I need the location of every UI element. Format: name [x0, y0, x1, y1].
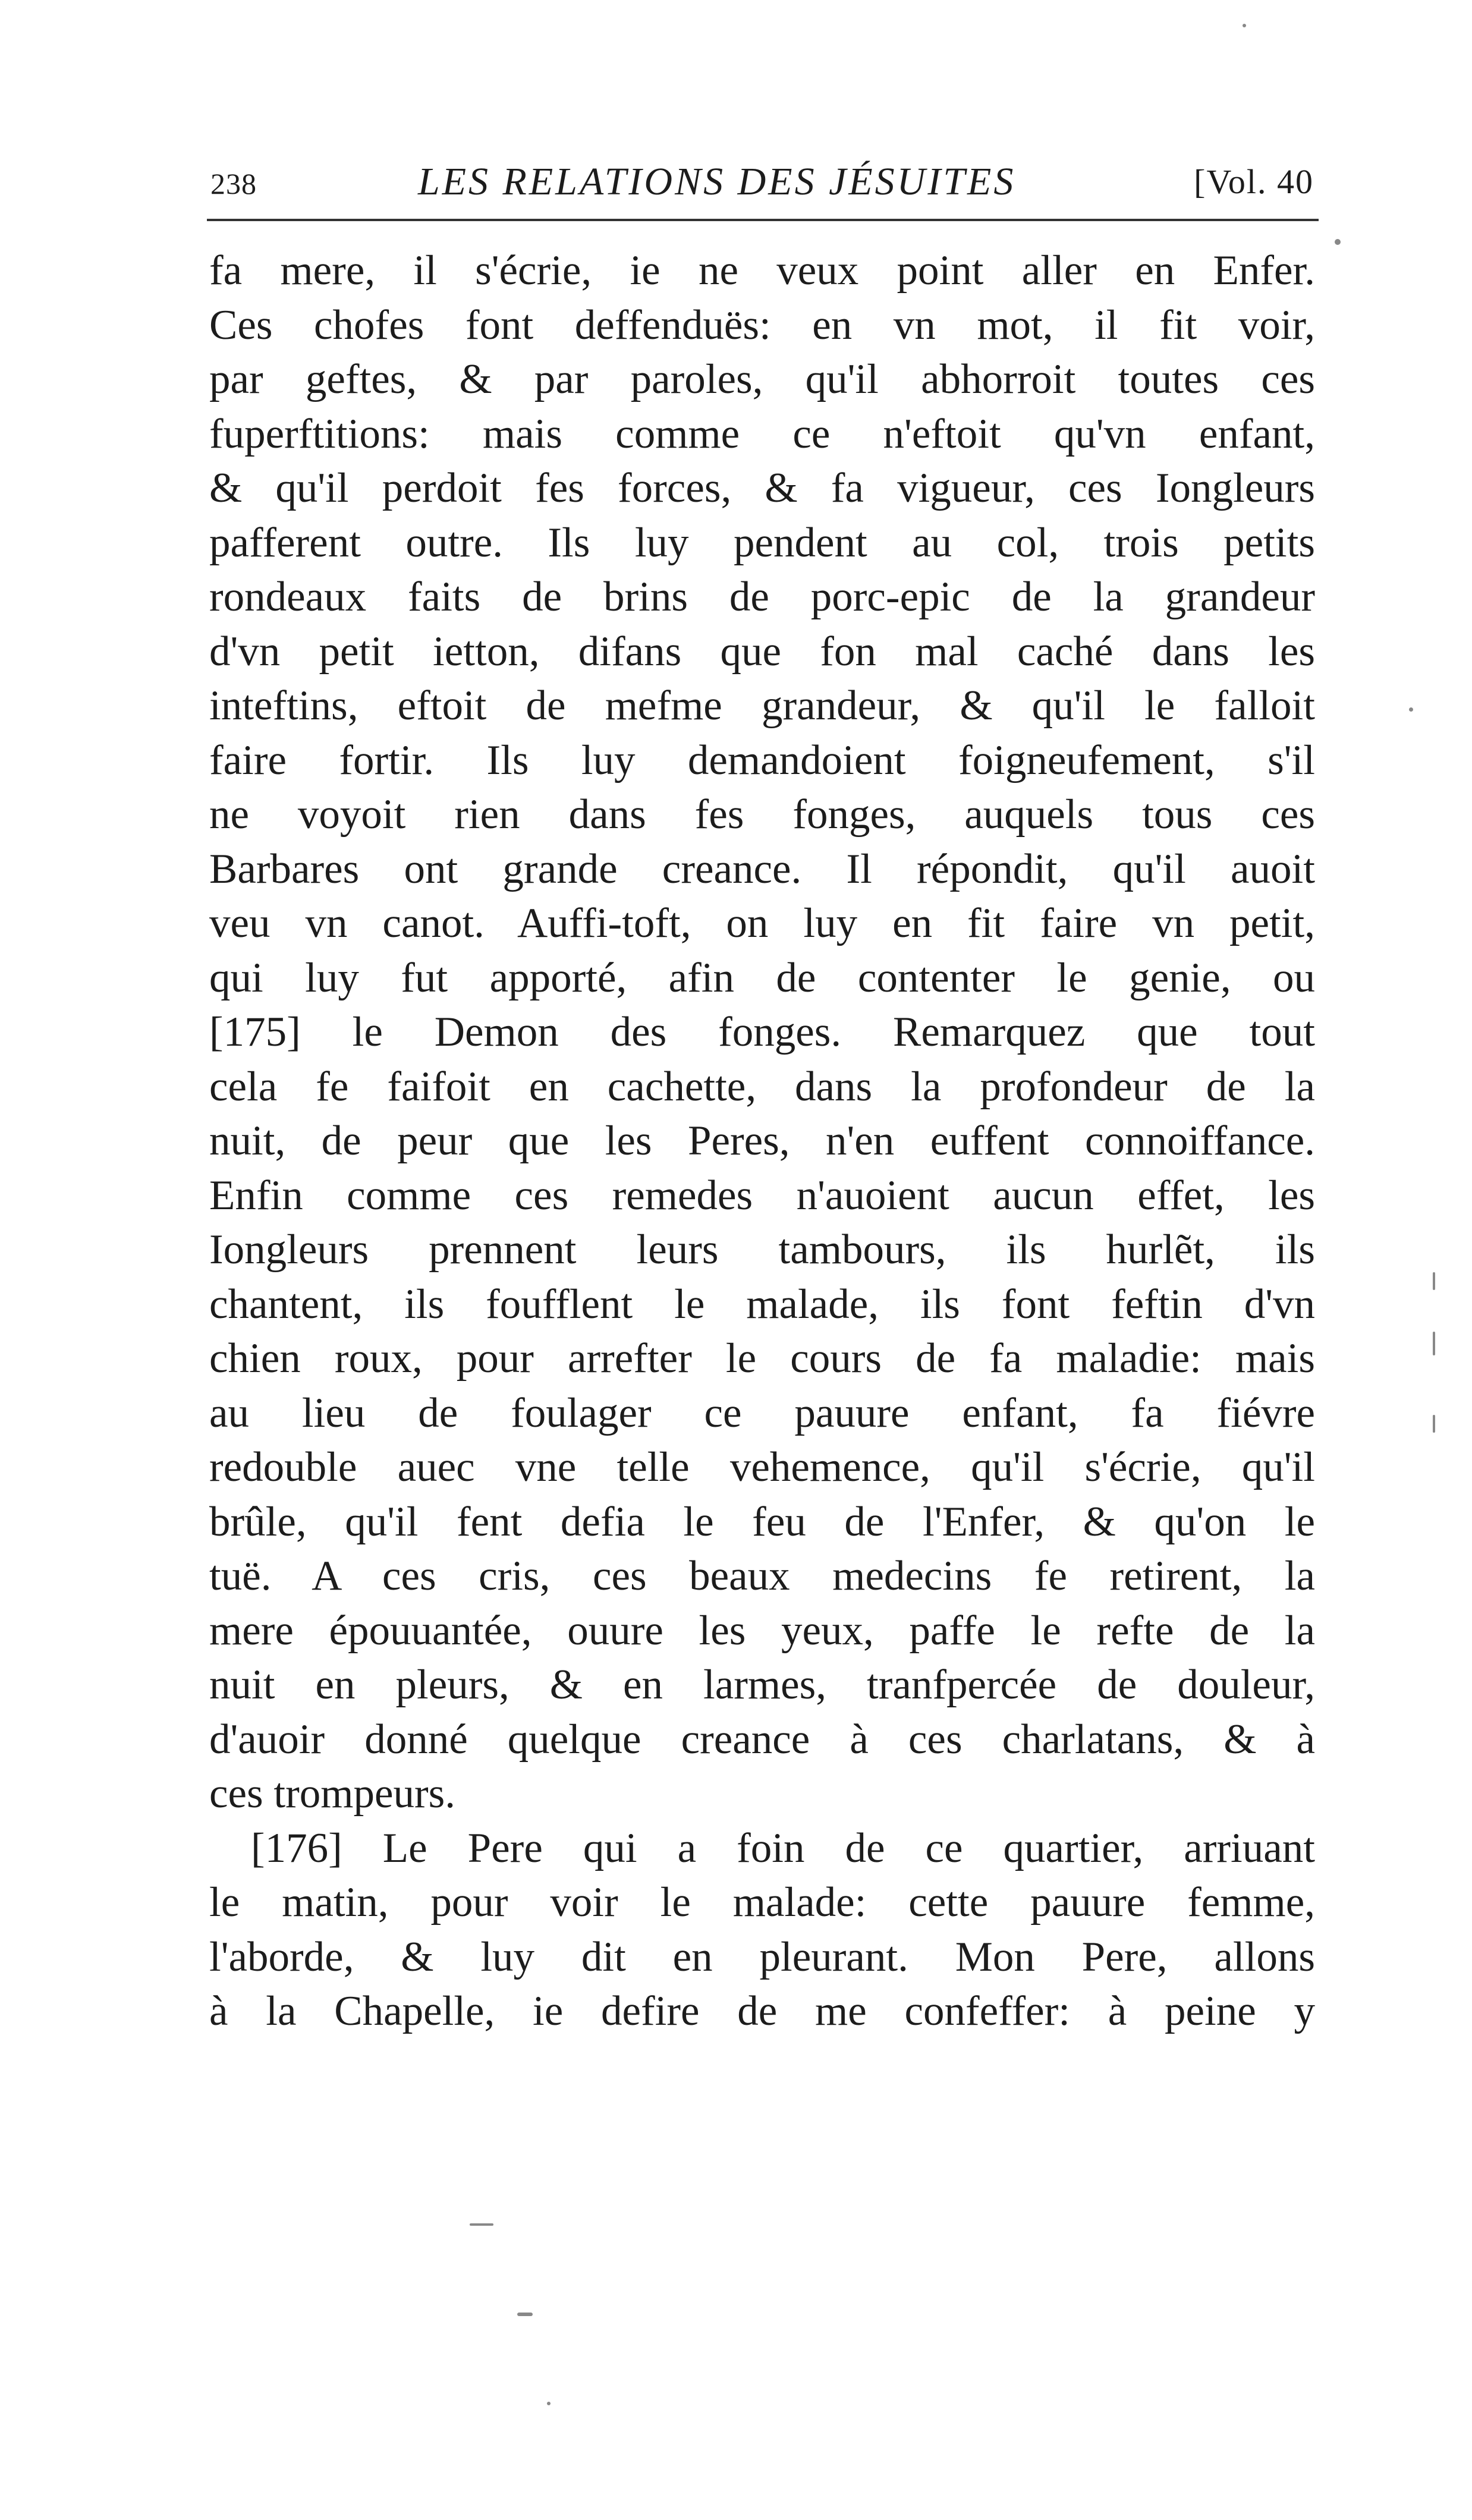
- text-line: cela fe faifoit en cachette, dans la profondeur de la: [209, 1063, 1315, 1110]
- scan-speck: [517, 2313, 533, 2316]
- scan-speck: [1433, 1272, 1435, 1290]
- text-line: brûle, qu'il fent defia le feu de l'Enfer, & qu'on le: [209, 1498, 1315, 1545]
- text-line: chantent, ils foufflent le malade, ils font feftin d'vn: [209, 1281, 1315, 1327]
- text-line: fa mere, il s'écrie, ie ne veux point aller en Enfer.: [209, 247, 1315, 294]
- text-line: pafferent outre. Ils luy pendent au col, trois petits: [209, 519, 1315, 566]
- page-header: [207, 156, 1331, 213]
- text-line: le matin, pour voir le malade: cette pauure femme,: [209, 1879, 1315, 1926]
- text-line: au lieu de foulager ce pauure enfant, fa fiévre: [209, 1389, 1315, 1436]
- scan-speck: [1409, 707, 1413, 712]
- text-line: tuë. A ces cris, ces beaux medecins fe retirent, la: [209, 1553, 1315, 1599]
- text-line: qui luy fut apporté, afin de contenter le genie, ou: [209, 954, 1315, 1001]
- text-line: Iongleurs prennent leurs tambours, ils hurlẽt, ils: [209, 1226, 1315, 1273]
- text-line: l'aborde, & luy dit en pleurant. Mon Pere, allons: [209, 1933, 1315, 1980]
- text-line: mere épouuantée, ouure les yeux, paffe le refte de la: [209, 1607, 1315, 1654]
- text-line: [176] Le Pere qui a foin de ce quartier, arriuant: [251, 1824, 1315, 1871]
- scan-speck: [1433, 1332, 1435, 1355]
- text-line: [175] le Demon des fonges. Remarquez que tout: [209, 1009, 1315, 1055]
- text-line: ces trompeurs.: [209, 1770, 456, 1817]
- paragraph-1: [209, 244, 1315, 1821]
- text-line: à la Chapelle, ie defire de me confeffer: à peine y: [209, 1988, 1315, 2034]
- text-line: redouble auec vne telle vehemence, qu'il s'écrie, qu'il: [209, 1444, 1315, 1490]
- scan-speck: [547, 2402, 551, 2405]
- text-line: inteftins, eftoit de mefme grandeur, & qu'il le falloit: [209, 682, 1315, 729]
- text-line: Ces chofes font deffenduës: en vn mot, il fit voir,: [209, 301, 1315, 348]
- text-line: faire fortir. Ils luy demandoient foigneufement, s'il: [209, 737, 1315, 784]
- scan-speck: [1243, 24, 1246, 27]
- text-line: Enfin comme ces remedes n'auoient aucun effet, les: [209, 1172, 1315, 1219]
- text-line: nuit en pleurs, & en larmes, tranfpercée de douleur,: [209, 1662, 1315, 1708]
- text-line: chien roux, pour arrefter le cours de fa maladie: mais: [209, 1335, 1315, 1382]
- body-text: [209, 244, 1315, 2039]
- text-line: nuit, de peur que les Peres, n'en euffent connoiffance.: [209, 1118, 1315, 1164]
- paragraph-2: [209, 1821, 1315, 2039]
- text-line: d'auoir donné quelque creance à ces charlatans, & à: [209, 1716, 1315, 1763]
- text-line: ne voyoit rien dans fes fonges, auquels tous ces: [209, 791, 1315, 838]
- header-rule: [207, 219, 1319, 221]
- text-line: rondeaux faits de brins de porc-epic de la grandeur: [209, 574, 1315, 620]
- text-line: par geftes, & par paroles, qu'il abhorroit toutes ces: [209, 356, 1315, 402]
- text-line: d'vn petit ietton, difans que fon mal caché dans les: [209, 628, 1315, 675]
- volume-label: [Vol. 40: [1194, 162, 1314, 201]
- text-line: fuperftitions: mais comme ce n'eftoit qu'vn enfant,: [209, 410, 1315, 457]
- text-line: Barbares ont grande creance. Il répondit, qu'il auoit: [209, 845, 1315, 892]
- scan-speck: [1433, 1415, 1435, 1433]
- scan-speck: [1335, 239, 1341, 245]
- page-number: 238: [210, 167, 257, 200]
- text-line: & qu'il perdoit fes forces, & fa vigueur, ces Iongleurs: [209, 465, 1315, 511]
- running-title: LES RELATIONS DES JÉSUITES: [418, 160, 1016, 203]
- scan-speck: [470, 2223, 493, 2226]
- text-line: veu vn canot. Auffi-toft, on luy en fit faire vn petit,: [209, 900, 1315, 946]
